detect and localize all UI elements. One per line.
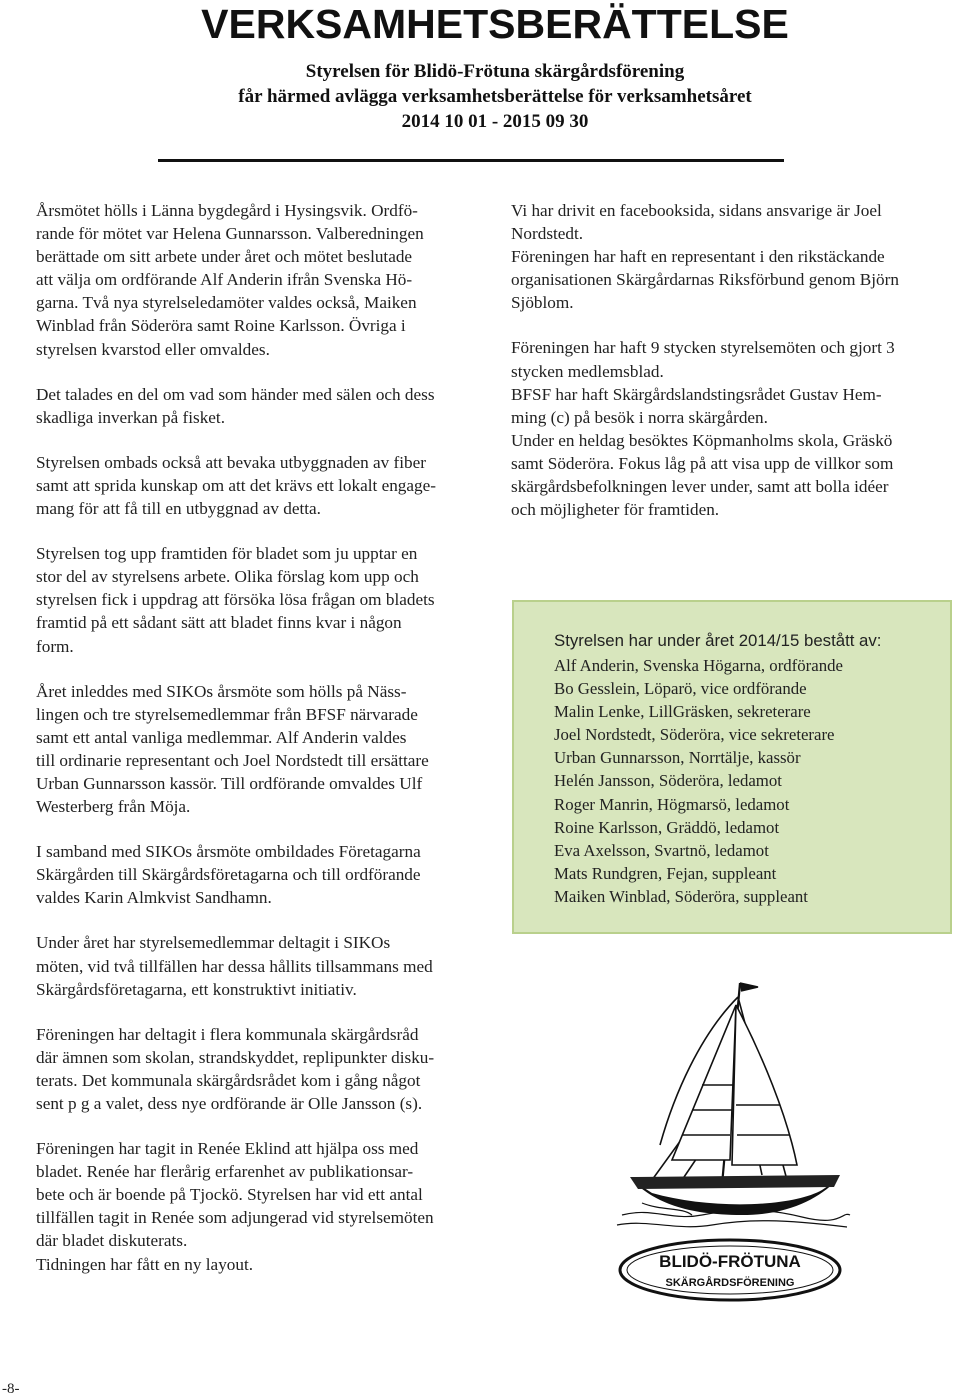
paragraph-gap [36,1001,486,1023]
text-line: styrelsen fick i uppdrag att försöka lösa frågan om bladets [36,590,435,610]
board-member: Alf Anderin, Svenska Högarna, ordförande [554,656,843,675]
text-line: berättade om sitt arbete under året och mötet beslutade [36,247,413,267]
board-members-box [512,600,952,934]
board-member: Eva Axelsson, Svartnö, ledamot [554,840,769,860]
text-line: Urban Gunnarsson kassör. Till ordförande omvaldes Ulf [36,773,423,793]
logo-text-top: BLIDÖ-FRÖTUNA [659,1252,801,1271]
text-line: Vi har drivit en facebooksida, sidans ansvarige är Joel [511,201,882,220]
page-number: -8- [2,1381,20,1397]
board-heading: Styrelsen har under året 2014/15 bestått av: [554,631,882,650]
text-line: möten, vid två tillfällen har dessa hållits tillsammans med [36,956,433,976]
text-line: samt Söderöra. Fokus låg på att visa upp de villkor som [511,453,894,473]
title-divider [158,159,784,162]
ship-logo-illustration [612,975,852,1305]
left-column [36,199,486,1276]
subtitle-line: 2014 10 01 - 2015 09 30 [401,111,589,132]
board-member: Roger Manrin, Högmarsö, ledamot [554,794,790,814]
text-line: stor del av styrelsens arbete. Olika förslag kom upp och [36,567,419,587]
text-line: Det talades en del om vad som händer med sälen och dess [36,384,435,404]
page-title: VERKSAMHETSBERÄTTELSE [201,1,789,47]
text-line: BFSF har haft Skärgårdslandstingsrådet Gustav Hem- [511,384,882,404]
text-line: Tidningen har fått en ny layout. [36,1254,254,1274]
text-line: bete och är boende på Tjockö. Styrelsen har vid ett antal [36,1185,423,1205]
paragraph-gap [36,361,486,383]
text-line: Föreningen har haft en representant i den rikstäckande [511,247,885,267]
text-line: Nordstedt. [511,224,584,244]
paragraph-gap [36,658,486,680]
subtitle-line: får härmed avlägga verksamhetsberättelse för verksamhetsåret [238,86,752,107]
text-line: lingen och tre styrelsemedlemmar från BFSF närvarade [36,704,418,724]
text-line: skärgårdsbefolkningen lever under, samt att bolla idéer [511,477,889,497]
text-line: och möjligheter för framtiden. [511,500,720,520]
text-line: samt ett antal vanliga medlemmar. Alf Anderin valdes [36,727,407,747]
text-line: Styrelsen tog upp framtiden för bladet som ju upptar en [36,544,418,564]
board-member: Malin Lenke, LillGräsken, sekreterare [554,702,811,722]
text-line: garna. Två nya styrelseledamöter valdes också, Maiken [36,293,417,313]
text-line: Under en heldag besöktes Köpmanholms skola, Gräskö [511,430,893,450]
subtitle-block [0,59,960,134]
text-line: Skärgårdsföretagarna, ett konstruktivt initiativ. [36,979,357,999]
text-line: bladet. Renée har flerårig erfarenhet av publikationsar- [36,1162,414,1182]
text-line: valdes Karin Almkvist Sandhamn. [36,888,272,908]
text-line: mang för att få till en utbyggnad av detta. [36,499,321,519]
text-line: där bladet diskuterats. [36,1231,188,1251]
text-line: terats. Det kommunala skärgårdsrådet kom i gång något [36,1070,421,1090]
text-line: Föreningen har haft 9 stycken styrelsemöten och gjort 3 [511,338,895,358]
text-line: Föreningen har tagit in Renée Eklind att hjälpa oss med [36,1139,419,1159]
text-line: att välja om ordförande Alf Anderin ifrån Svenska Hö- [36,270,413,290]
text-line: ming (c) på besök i norra skärgården. [511,407,768,427]
paragraph-gap [36,818,486,840]
paragraph-gap [36,1115,486,1137]
board-member: Roine Karlsson, Gräddö, ledamot [554,817,780,837]
text-line: Föreningen har deltagit i flera kommunala skärgårdsråd [36,1024,419,1044]
board-member: Joel Nordstedt, Söderöra, vice sekreterare [554,725,835,745]
text-line: till ordinarie representant och Joel Nordstedt till ersättare [36,750,429,770]
text-line: samt att sprida kunskap om att det krävs ett lokalt engage- [36,475,436,495]
text-line: rande för mötet var Helena Gunnarsson. Valberedningen [36,224,424,244]
text-line: I samband med SIKOs årsmöte ombildades Företagarna [36,842,421,862]
paragraph-gap [36,520,486,542]
text-line: tillfällen tagit in Renée som adjungerad vid styrelsemöten [36,1208,434,1228]
text-line: Årsmötet hölls i Länna bygdegård i Hysingsvik. Ordfö- [36,201,418,220]
text-line: skadliga inverkan på fisket. [36,407,226,427]
paragraph-gap [36,909,486,931]
text-line: Winblad från Söderöra samt Roine Karlsson. Övriga i [36,316,406,336]
text-line: sent p g a valet, dess nye ordförande är Olle Jansson (s). [36,1094,423,1113]
text-line: där ämnen som skolan, strandskyddet, replipunkter disku- [36,1047,435,1067]
board-member: Bo Gesslein, Löparö, vice ordförande [554,679,807,699]
text-line: Under året har styrelsemedlemmar deltagit i SIKOs [36,933,391,953]
board-member: Urban Gunnarsson, Norrtälje, kassör [554,748,801,768]
text-line: form. [36,636,74,656]
paragraph-gap [36,429,486,451]
text-line: styrelsen kvarstod eller omvaldes. [36,339,270,359]
text-line: Sjöblom. [511,293,574,313]
text-line: organisationen Skärgårdarnas Riksförbund genom Björn [511,270,899,290]
text-line: Året inleddes med SIKOs årsmöte som hölls på Näss- [36,681,407,701]
paragraph-gap [511,314,951,336]
text-line: stycken medlemsblad. [511,361,664,381]
subtitle-line: Styrelsen för Blidö-Frötuna skärgårdsförening [305,61,685,82]
board-member: Maiken Winblad, Söderöra, suppleant [554,886,808,906]
text-line: Styrelsen ombads också att bevaka utbyggnaden av fiber [36,452,426,472]
text-line: Westerberg från Möja. [36,797,191,817]
logo-text-bottom: SKÄRGÅRDSFÖRENING [665,1277,795,1289]
text-line: Skärgården till Skärgårdsföretagarna och till ordförande [36,865,421,885]
board-member: Mats Rundgren, Fejan, suppleant [554,863,777,883]
board-members-list [554,654,843,908]
right-column [511,199,951,521]
text-line: framtid på ett sådant sätt att bladet finns kvar i någon [36,613,402,633]
board-member: Helén Jansson, Söderöra, ledamot [554,771,782,791]
